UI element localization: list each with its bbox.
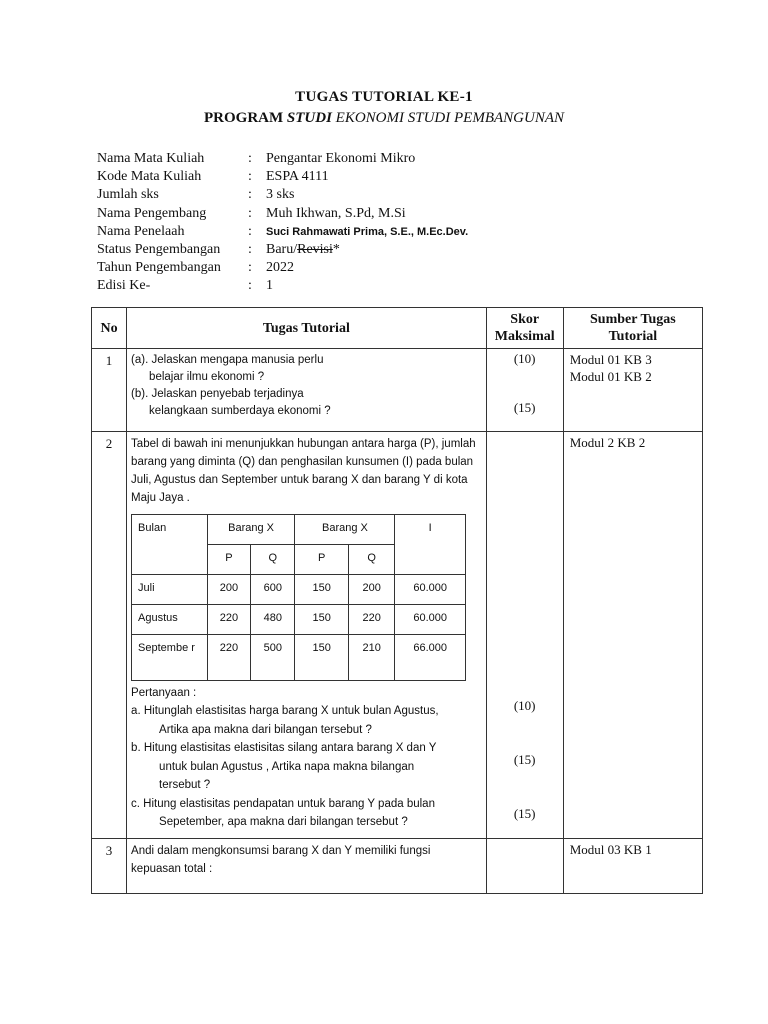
source-value: Modul 01 KB 2: [569, 369, 652, 384]
program-prefix: PROGRAM: [204, 110, 284, 126]
skor-value: (10): [513, 351, 536, 366]
row-number: 3: [92, 838, 127, 893]
question-a-line: belajar ilmu ekonomi ?: [149, 371, 265, 383]
skor-cell: [486, 432, 563, 839]
info-value: 1: [266, 278, 273, 294]
cell-p: 150: [295, 605, 348, 635]
inner-header-q: Q: [348, 545, 394, 575]
question-b-line: b. Hitung elastisitas elastisitas silang antara barang X dan Y: [131, 742, 437, 754]
cell-bulan: Juli: [132, 575, 208, 605]
question-b-line: tersebut ?: [159, 779, 211, 791]
cell-income: 60.000: [395, 605, 466, 635]
info-colon: :: [248, 278, 252, 294]
program-title: [0, 110, 768, 127]
inner-table-row: [132, 635, 466, 681]
info-colon: :: [248, 223, 252, 239]
questions-heading: Pertanyaan :: [131, 687, 197, 699]
question-b-line: untuk bulan Agustus , Artika napa makna bilangan: [159, 760, 415, 773]
cell-p: 150: [295, 635, 348, 681]
info-label: Tahun Pengembangan: [97, 260, 221, 276]
info-value: 3 sks: [266, 187, 295, 203]
row-number: 2: [92, 432, 127, 839]
cell-q: 220: [348, 605, 394, 635]
cell-p: 200: [207, 575, 250, 605]
task-cell: [127, 838, 487, 893]
cell-income: 66.000: [395, 635, 466, 681]
info-label: Status Pengembangan: [97, 241, 221, 257]
inner-header-q: Q: [251, 545, 295, 575]
table-row: [92, 432, 703, 839]
info-colon: :: [248, 205, 252, 221]
question-c-line: c. Hitung elastisitas pendapatan untuk barang Y pada bulan: [131, 797, 435, 810]
inner-header-bulan: Bulan: [132, 515, 208, 575]
info-label: Edisi Ke-: [97, 278, 151, 294]
header-task: Tugas Tutorial: [127, 308, 487, 349]
info-value: Suci Rahmawati Prima, S.E., M.Ec.Dev.: [266, 225, 469, 238]
question-a-line: Artika apa makna dari bilangan tersebut ?: [159, 723, 372, 736]
inner-header-income: I: [395, 515, 466, 575]
info-label: Nama Penelaah: [97, 223, 185, 239]
cell-p: 220: [207, 635, 250, 681]
status-asterisk: *: [332, 241, 340, 257]
info-colon: :: [248, 241, 252, 257]
skor-cell: [486, 349, 563, 432]
cell-income: 60.000: [395, 575, 466, 605]
info-colon: :: [248, 151, 252, 166]
question-a-line: a. Hitunglah elastisitas harga barang X untuk bulan Agustus,: [131, 705, 439, 717]
question-b-line: (b). Jelaskan penyebab terjadinya: [131, 388, 304, 400]
info-value: Muh Ikhwan, S.Pd, M.Si: [266, 205, 406, 221]
cell-q: 500: [251, 635, 295, 681]
task-cell: [127, 349, 487, 432]
cell-p: 220: [207, 605, 250, 635]
inner-table-row: [132, 575, 466, 605]
source-value: Modul 01 KB 3: [569, 352, 652, 367]
skor-value: (10): [513, 698, 536, 713]
row-number: 1: [92, 349, 127, 432]
question-c-line: Sepetember, apa makna dari bilangan tersebut ?: [159, 816, 408, 828]
inner-header-p: P: [207, 545, 250, 575]
info-value: ESPA 4111: [266, 169, 329, 185]
info-colon: :: [248, 260, 252, 276]
task-intro: Tabel di bawah ini menunjukkan hubungan antara harga (P), jumlah barang yang diminta (Q) dan penghasilan kunsumen (I) pada bulan Juli, Agustus dan September untuk barang X dan barang Y di kota Maju Jaya .: [131, 438, 476, 504]
info-label: Jumlah sks: [97, 187, 159, 203]
inner-header-barang-x: Barang X: [207, 515, 295, 545]
table-row: [92, 838, 703, 893]
status-new: Baru/: [266, 241, 298, 257]
header-no: No: [92, 308, 127, 349]
info-value: 2022: [266, 260, 294, 276]
inner-table-row: [132, 605, 466, 635]
task-intro: Andi dalam mengkonsumsi barang X dan Y memiliki fungsi kepuasan total :: [131, 844, 431, 875]
inner-header-barang-y: Barang X: [295, 515, 395, 545]
source-cell: [563, 349, 702, 432]
source-value: Modul 2 KB 2: [569, 435, 646, 450]
info-colon: :: [248, 169, 252, 185]
question-a-line: (a). Jelaskan mengapa manusia perlu: [131, 354, 324, 366]
info-label: Kode Mata Kuliah: [97, 169, 202, 185]
cell-q: 480: [251, 605, 295, 635]
table-header-row: [92, 308, 703, 349]
status-revision-struck: Revisi: [297, 241, 333, 257]
source-value: Modul 03 KB 1: [569, 841, 652, 857]
source-cell: [563, 432, 702, 839]
info-value: [266, 241, 340, 259]
cell-p: 150: [295, 575, 348, 605]
header-source: Sumber Tugas Tutorial: [563, 308, 702, 349]
source-cell: [563, 838, 702, 893]
price-quantity-table: [131, 514, 466, 681]
cell-bulan: Agustus: [132, 605, 208, 635]
info-value: Pengantar Ekonomi Mikro: [266, 151, 416, 166]
header-skor: Skor Maksimal: [486, 308, 563, 349]
program-studi: STUDI: [286, 110, 332, 126]
cell-q: 600: [251, 575, 295, 605]
cell-q: 210: [348, 635, 394, 681]
inner-header-p: P: [295, 545, 348, 575]
info-colon: :: [248, 187, 252, 203]
info-label: Nama Pengembang: [97, 205, 207, 221]
question-b-line: kelangkaan sumberdaya ekonomi ?: [149, 405, 331, 417]
cell-q: 200: [348, 575, 394, 605]
skor-value: (15): [513, 806, 536, 821]
skor-cell: [486, 838, 563, 893]
tutorial-task-table: [91, 307, 703, 894]
table-row: [92, 349, 703, 432]
program-name: EKONOMI STUDI PEMBANGUNAN: [335, 110, 564, 126]
info-label: Nama Mata Kuliah: [97, 151, 205, 166]
skor-value: (15): [513, 752, 536, 767]
cell-bulan: Septembe r: [132, 635, 208, 681]
task-cell: [127, 432, 487, 839]
skor-value: (15): [513, 400, 536, 415]
document-title: TUGAS TUTORIAL KE-1: [295, 89, 473, 105]
